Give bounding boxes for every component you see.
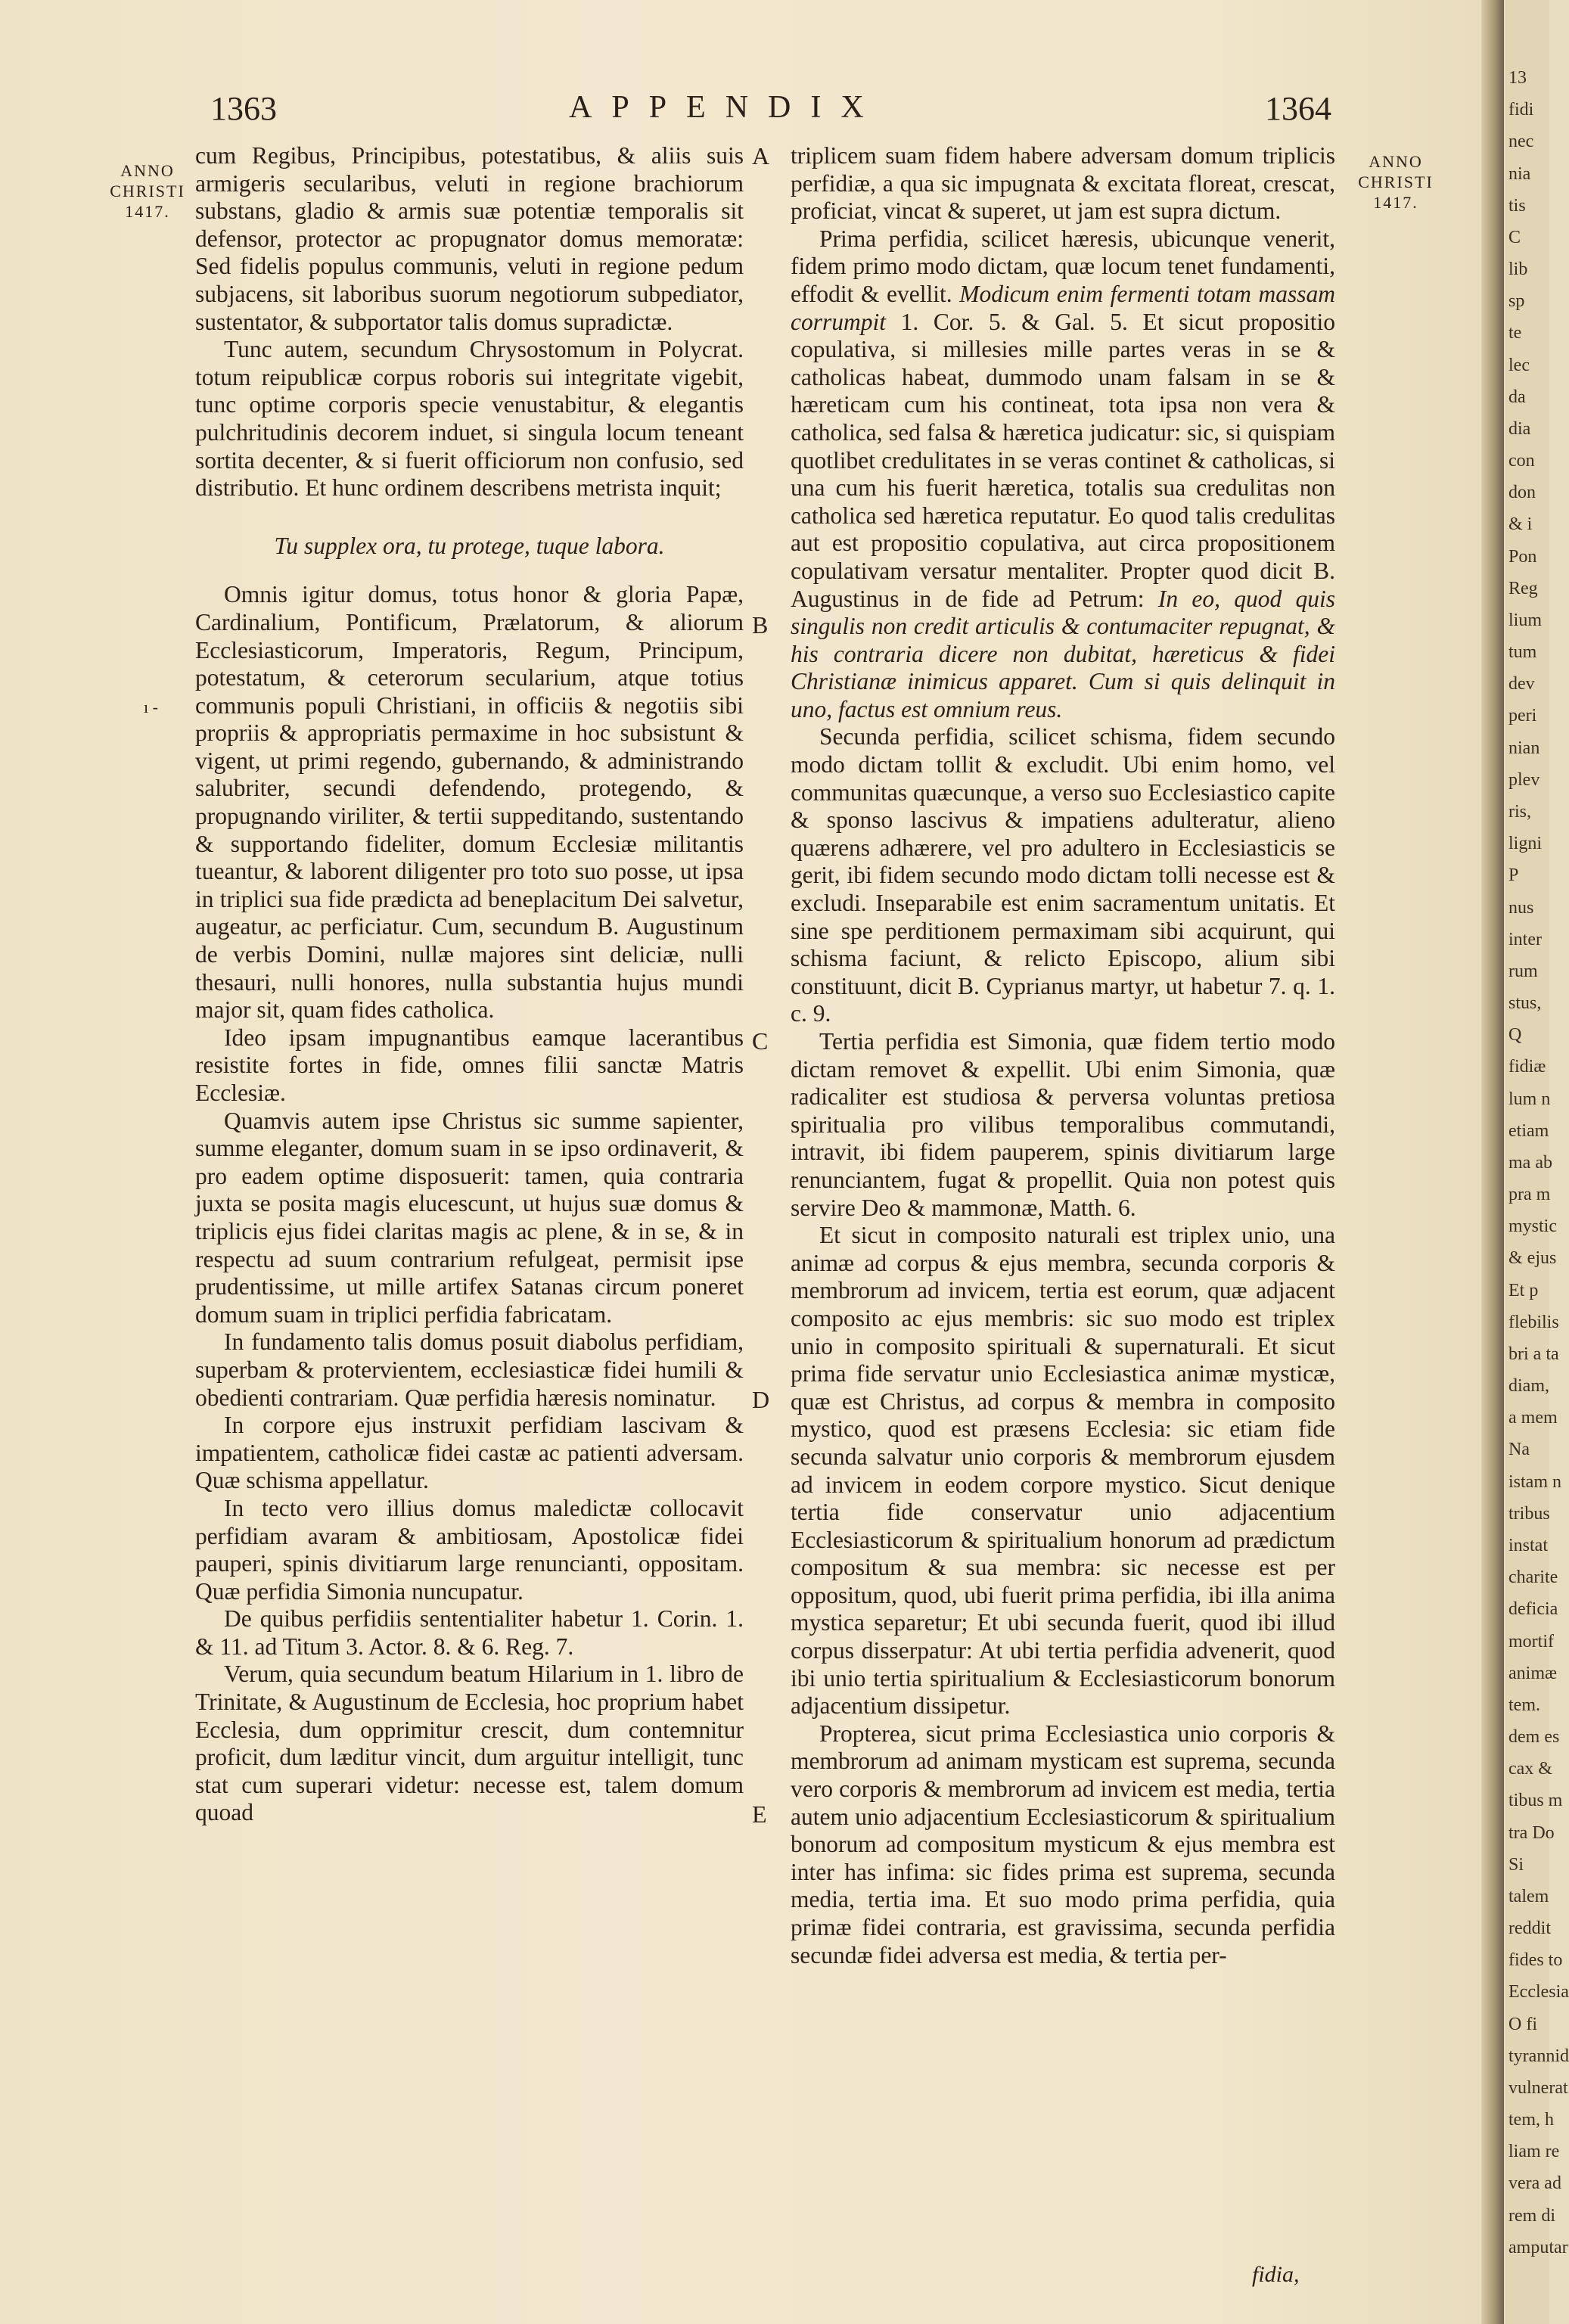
next-page-fragment: Na — [1508, 1440, 1530, 1460]
left-column — [195, 142, 744, 1827]
next-page-fragment: Si — [1508, 1854, 1524, 1875]
next-page-fragment: tyrannid — [1508, 2046, 1569, 2066]
next-page-fragment: O fi — [1508, 2014, 1537, 2034]
margin-note-left-year: 1417. — [125, 202, 170, 221]
section-letter-c: C — [752, 1027, 769, 1055]
margin-note-left-anno: ANNO — [120, 161, 175, 180]
next-page-fragment: instat — [1508, 1536, 1548, 1555]
section-letter-d: D — [752, 1386, 770, 1413]
next-page-fragment: Et p — [1508, 1280, 1539, 1300]
next-page-fragment: Reg — [1508, 578, 1538, 598]
left-paragraph-5: Quamvis autem ipse Christus sic summe sapienter, summe eleganter, domum suam in se ipso ordinaverit, & pro eadem optime disposuerit: tamen, quia contraria juxta se posita magis elucescunt, ut hujus suæ domus & triplicis ejus fidei claritas magis ac plene, & in se, & in respectu ad suum contrarium refulgeat, permisit ipse prudentissime, ut mille artifex Satanas circum poneret domum suam in triplici perfidia fabricatam. — [195, 1107, 744, 1328]
next-page-fragment: charite — [1508, 1567, 1558, 1588]
right-column — [791, 142, 1335, 1969]
next-page-fragment: sp — [1508, 291, 1525, 312]
next-page-fragment: etiam — [1508, 1120, 1549, 1141]
next-page-fragment: inter — [1508, 929, 1542, 949]
next-page-fragment: P — [1508, 865, 1519, 886]
next-page-fragment: 13 — [1508, 68, 1527, 88]
next-page-fragment: lec — [1508, 355, 1530, 375]
right-paragraph-5: Et sicut in composito naturali est triplex unio, una animæ ad corpus & ejus membra, secunda corporis & membrorum ad invicem, tertia est eorum, quæ adjacent composito ac ejus membris: sic suo modo est triplex unio in composito spirituali & supernaturali. Et sicut prima fide servatur unio Ecclesiastica animæ mysticæ, quæ est Christus, ad corpus & membra in composito mystico, quod est præsens Ecclesia: sic etiam fide secunda salvatur unio corporis & membrorum ejusdem ad invicem in eodem corpore mystico. Sicut denique tertia fide conservatur unio adjacentium Ecclesiasticorum & spiritualium honorum ad prædictum compositum & sua membra: sic necesse est per oppositum, quod, ubi fuerit prima perfidia, ibi illa anima mystica separetur; Et ubi secunda fuerit, quod ibi illud corpus disserpatur: At ubi tertia perfidia advenerit, quod ibi unio tertia spiritualium & Ecclesiasticorum bonorum adjacentium dissipetur. — [791, 1222, 1335, 1720]
margin-note-left-christi: CHRISTI — [110, 182, 185, 200]
next-page-fragment: Q — [1508, 1025, 1522, 1045]
margin-mark: ı - — [144, 698, 158, 716]
next-page-fragment: rem di — [1508, 2205, 1555, 2226]
next-page-fragment: lium — [1508, 610, 1543, 630]
running-title: APPENDIX — [569, 90, 884, 125]
next-page-fragment: stus, — [1508, 993, 1542, 1014]
next-page-fragment: amputar — [1508, 2237, 1568, 2257]
next-page-fragment: nia — [1508, 163, 1531, 184]
next-page-fragment: fidi — [1508, 100, 1534, 120]
next-page-fragment: & ejus — [1508, 1248, 1557, 1269]
next-page-fragment: nian — [1508, 738, 1540, 758]
next-page-fragment: don — [1508, 483, 1536, 503]
next-page-fragment: vera ad — [1508, 2173, 1561, 2194]
next-page-fragment: plev — [1508, 769, 1540, 790]
margin-note-right-year: 1417. — [1373, 193, 1418, 212]
left-paragraph-9: De quibus perfidiis sententialiter habetur 1. Corin. 1. & 11. ad Titum 3. Actor. 8. & 6. Reg. 7. — [195, 1605, 744, 1660]
next-page-edge — [1505, 0, 1569, 2324]
next-page-fragment: diam, — [1508, 1376, 1549, 1397]
next-page-fragment: nec — [1508, 132, 1534, 152]
catchword: fidia, — [1252, 2262, 1300, 2287]
next-page-fragment: C — [1508, 227, 1521, 247]
next-page-fragment: tibus m — [1508, 1791, 1563, 1811]
scripture-quote: Modicum enim fermenti totam massam corrumpit — [791, 280, 1335, 335]
next-page-fragment: mortif — [1508, 1631, 1554, 1651]
next-page-fragment: ma ab — [1508, 1152, 1552, 1173]
next-page-fragment: a mem — [1508, 1408, 1558, 1428]
next-page-fragment: lib — [1508, 259, 1528, 280]
right-paragraph-4: Tertia perfidia est Simonia, quæ fidem tertio modo dictam removet & expellit. Ubi enim Simonia, quæ radicaliter est studiosa & perversa voluntas pretiosa spiritualia pro vilibus temporalibus commutandi, intravit, ibi fidem pauperem, spinis divitiarum large renunciantem, fugat & propellit. Quia non potest quis servire Deo & mammonæ, Matth. 6. — [791, 1028, 1335, 1221]
right-paragraph-2-text-a: Prima perfidia, scilicet hæresis, ubicunque venerit, fidem primo modo dictam, quæ locum tenet fundamenti, effodit & evellit. — [791, 225, 1335, 307]
page-number-right: 1364 — [1265, 90, 1331, 127]
verse-line: Tu supplex ora, tu protege, tuque labora. — [274, 532, 665, 559]
left-paragraph-8: In tecto vero illius domus maledictæ collocavit perfidiam avaram & ambitiosam, Apostolicæ fidei pauperi, spinis divitiarum large renuncianti, oppositam. Quæ perfidia Simonia nuncupatur. — [195, 1494, 744, 1605]
next-page-fragment: cax & — [1508, 1759, 1552, 1779]
margin-note-right — [1354, 151, 1437, 213]
next-page-fragment: dia — [1508, 418, 1531, 439]
page-header — [0, 89, 1505, 135]
next-page-fragment: peri — [1508, 706, 1537, 726]
next-page-fragment: Ecclesia — [1508, 1982, 1569, 2002]
right-paragraph-1: triplicem suam fidem habere adversam domum triplicis perfidiæ, a qua sic impugnata & excitata floreat, crescat, proficiat, vincat & superet, ut jam est supra dictum. — [791, 142, 1335, 225]
next-page-fragment: deficia — [1508, 1599, 1558, 1620]
right-paragraph-2 — [791, 225, 1335, 724]
next-page-fragment: vulnerat — [1508, 2077, 1568, 2098]
right-paragraph-3: Secunda perfidia, scilicet schisma, fidem secundo modo dictam tollit & excludit. Ubi enim homo, vel communitas quæcunque, a verso suo Ecclesiastico capite & sponso lascivus & impatiens adulteratur, alieno quærens adhærere, vel pro adultero in Ecclesiasticis se gerit, ibi fidem secundo modo dictam tolli necesse est & excludi. Inseparabile est enim sacramentum unitatis. Et sine spe perditionem permaximam sibi acquirunt, qui schisma faciunt, & relicto Episcopo, alium sibi constituunt, dicit B. Cyprianus martyr, ut habetur 7. q. 1. c. 9. — [791, 723, 1335, 1027]
margin-note-right-anno: ANNO — [1369, 152, 1423, 171]
next-page-fragment: tis — [1508, 195, 1526, 216]
augustine-quote: In eo, quod quis singulis non credit articulis & contumaciter repugnat, & his contraria dicere non dubitat, hæreticus & fidei Christianæ inimicus apparet. Cum si quis delinquit in uno, factus est omnium reus. — [791, 585, 1336, 722]
next-page-fragment: bri a ta — [1508, 1344, 1559, 1364]
left-paragraph-4: Ideo ipsam impugnantibus eamque lacerantibus resistite fortes in fide, omnes filii sanctæ Matris Ecclesiæ. — [195, 1024, 744, 1106]
next-page-fragment: pra m — [1508, 1185, 1551, 1205]
next-page-fragment: liam re — [1508, 2142, 1560, 2162]
next-page-fragment: lum n — [1508, 1089, 1551, 1109]
next-page-fragment: tem. — [1508, 1695, 1540, 1715]
next-page-fragment: con — [1508, 451, 1535, 471]
next-page-fragment: fides to — [1508, 1950, 1563, 1971]
left-paragraph-10: Verum, quia secundum beatum Hilarium in 1. libro de Trinitate, & Augustinum de Ecclesia, hoc proprium habet Ecclesia, dum opprimitur crescit, dum contemnitur proficit, dum læditur vincit, dum arguitur intelligit, tunc stat cum superari videtur: necesse est, talem domum quoad — [195, 1661, 744, 1826]
next-page-fragment: fidiæ — [1508, 1057, 1546, 1077]
book-gutter — [1481, 0, 1504, 2324]
section-letter-a: A — [752, 142, 770, 169]
next-page-fragment: tum — [1508, 642, 1537, 663]
next-page-fragment: tribus — [1508, 1503, 1550, 1524]
left-paragraph-3: Omnis igitur domus, totus honor & gloria Papæ, Cardinalium, Pontificum, Prælatorum, & aliorum Ecclesiasticorum, Imperatoris, Regum, Principum, potestatum, & ceterorum secularium, atque totius communis populi Christiani, in officiis & negotiis sibi propriis & appropriatis permaxime in hoc subsistunt & vigent, ut primi regendo, gubernando, & administrando salubriter, secundi defendendo, protegendo, & propugnando viriliter, & tertii suppeditando, sustentando & supportando fideliter, domum Ecclesiæ militantis tueantur, & laborent diligenter pro toto suo posse, ut ipsa in triplici sua fide prædicta ad beneplacitum Dei salvetur, augeatur, ac perficiatur. Cum, secundum B. Augustinum de verbis Domini, nullæ majores sint deliciæ, nulli thesauri, nulli honores, nulla substantia hujus mundi major sit, quam fides catholica. — [195, 581, 744, 1024]
next-page-fragment: dev — [1508, 674, 1535, 694]
margin-note-left — [106, 160, 189, 222]
left-paragraph-6: In fundamento talis domus posuit diabolus perfidiam, superbam & protervientem, ecclesiasticæ fidei humili & obedienti contrariam. Quæ perfidia hæresis nominatur. — [195, 1328, 744, 1411]
left-paragraph-7: In corpore ejus instruxit perfidiam lascivam & impatientem, catholicæ fidei castæ ac patienti adversam. Quæ schisma appellatur. — [195, 1412, 744, 1494]
page-number-left: 1363 — [210, 90, 277, 127]
next-page-fragment: & i — [1508, 514, 1533, 535]
next-page-fragment: flebilis — [1508, 1312, 1559, 1332]
left-paragraph-2: Tunc autem, secundum Chrysostomum in Polycrat. totum reipublicæ corpus roboris sui integritate vigebit, tunc optime corporis specie venustabitur, & elegantis pulchritudinis decorem induet, si singula locum teneant sortita decenter, & si fuerit officiorum non confusio, sed distributio. Et hunc ordinem describens metrista inquit; — [195, 336, 744, 502]
left-paragraph-1: cum Regibus, Principibus, potestatibus, & aliis suis armigeris secularibus, veluti in regione brachiorum substans, gladio & armis suæ potentiæ temporalis sit defensor, protector ac propugnator domus memoratæ: Sed fidelis populus communis, veluti in regione pedum subjacens, sit laboribus suorum negotiorum subpediator, sustentator, & subportator talis domus supradictæ. — [195, 142, 744, 335]
section-letter-b: B — [752, 611, 769, 638]
next-page-fragment: mystic — [1508, 1216, 1557, 1237]
next-page-fragment: dem es — [1508, 1727, 1560, 1748]
next-page-fragment: animæ — [1508, 1663, 1557, 1683]
next-page-fragment: tra Do — [1508, 1822, 1555, 1843]
next-page-fragment: talem — [1508, 1886, 1549, 1906]
next-page-fragment: ris, — [1508, 802, 1531, 822]
next-page-fragment: rum — [1508, 961, 1538, 981]
next-page-fragment: te — [1508, 323, 1522, 343]
next-page-fragment: reddit — [1508, 1919, 1551, 1939]
next-page-fragment: nus — [1508, 897, 1534, 918]
right-paragraph-2-text-b: 1. Cor. 5. & Gal. 5. Et sicut propositio copulativa, si millesies mille partes veras in se & catholicas habeat, dummodo unam falsam in se & hæreticam cum his contineat, tota ipsa non vera & catholica, sed falsa & hæretica judicatur: sic, si quispiam quotlibet credulitates in se veras continet & catholicas, si una cum his fuerit hæretica, totalis sua credulitas non catholica sed hæretica reputatur. Eo quod talis credulitas aut est propositio copulativa, aut circa propositionem copulativam versatur mentaliter. Propter quod dicit B. Augustinus in de fide ad Petrum: — [791, 308, 1335, 612]
next-page-fragment: Pon — [1508, 546, 1537, 567]
margin-note-right-christi: CHRISTI — [1358, 172, 1434, 191]
section-letter-e: E — [752, 1800, 767, 1828]
next-page-fragment: istam n — [1508, 1471, 1561, 1492]
right-paragraph-6: Propterea, sicut prima Ecclesiastica unio corporis & membrorum ad animam mysticam est suprema, secunda vero corporis & membrorum ad invicem est media, tertia autem unio adjacentium Ecclesiasticorum & spiritualium bonorum ad compositum mysticum & ejus membra est inter has infima: sic fides prima est suprema, secunda media, tertia ima. Et suo modo prima perfidia, quia primæ fidei contraria, est gravissima, secunda perfidia secundæ fidei adversa est media, & tertia per- — [791, 1720, 1335, 1968]
next-page-fragment: da — [1508, 387, 1526, 407]
next-page-fragment: ligni — [1508, 834, 1543, 854]
next-page-fragment: tem, h — [1508, 2110, 1554, 2130]
